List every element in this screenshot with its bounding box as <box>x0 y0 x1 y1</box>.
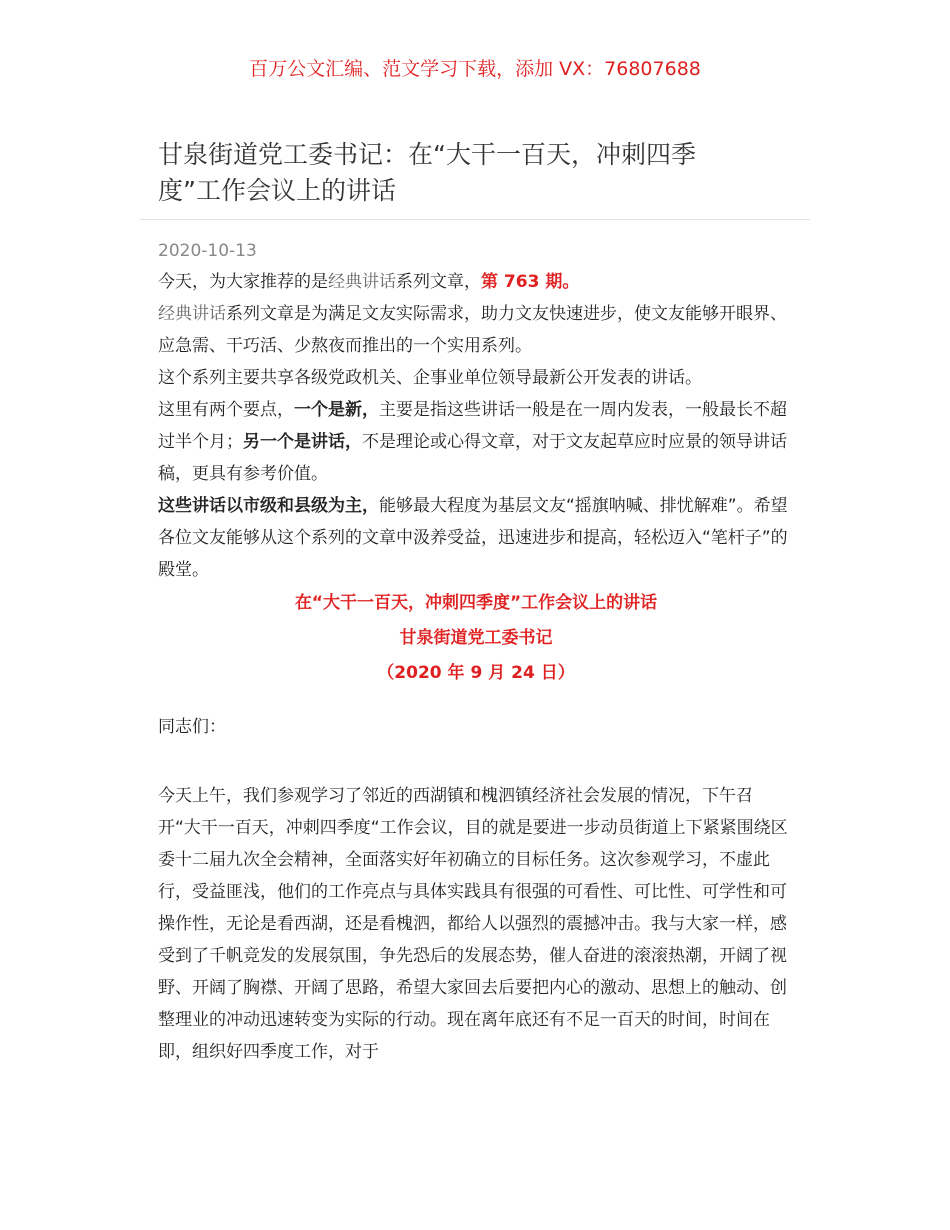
intro-text: 主要是指这些讲话一般是在一周内发表，一般最长不超过半个月； <box>158 400 787 452</box>
intro-paragraph-1 <box>158 266 794 298</box>
intro-text: 系列文章是为满足文友实际需求，助力文友快速进步，使文友能够开眼界、应急需、干巧活、少熬夜而推出的一个实用系列。 <box>158 304 787 356</box>
series-name: 经典讲话 <box>328 272 396 292</box>
key-point-level: 这些讲话以市级和县级为主， <box>158 496 379 516</box>
intro-text: 系列文章， <box>396 272 481 292</box>
intro-text: 今天，为大家推荐的是 <box>158 272 328 292</box>
intro-paragraph-5 <box>158 490 794 586</box>
speech-speaker: 甘泉街道党工委书记 <box>399 628 553 648</box>
speech-heading: 在“大干一百天，冲刺四季度”工作会议上的讲话 <box>294 593 658 613</box>
publish-date: 2020-10-13 <box>158 241 257 261</box>
intro-paragraph-2 <box>158 298 794 362</box>
salutation: 同志们： <box>158 717 226 737</box>
article-title: 甘泉街道党工委书记：在“大干一百天，冲刺四季度”工作会议上的讲话 <box>158 140 696 205</box>
article-body <box>158 236 794 1068</box>
intro-text: 这里有两个要点， <box>158 400 294 420</box>
key-point-speech: 另一个是讲话， <box>243 432 362 452</box>
key-point-new: 一个是新， <box>294 400 379 420</box>
promo-banner: 百万公文汇编、范文学习下载，添加 VX：76807688 <box>249 58 701 80</box>
speech-date: （2020 年 9 月 24 日） <box>377 663 575 683</box>
speech-body: 今天上午，我们参观学习了邻近的西湖镇和槐泗镇经济社会发展的情况，下午召开“大干一百天，冲刺四季度“工作会议，目的就是要进一步动员街道上下紧紧围绕区委十二届九次全会精神，全面落实好年初确立的目标任务。这次参观学习，不虚此行，受益匪浅，他们的工作亮点与具体实践具有很强的可看性、可比性、可学性和可操作性，无论是看西湖，还是看槐泗，都给人以强烈的震撼冲击。我与大家一样，感受到了千帆竞发的发展氛围，争先恐后的发展态势，催人奋进的滚滚热潮，开阔了视野、开阔了胸襟、开阔了思路，希望大家回去后要把内心的激动、思想上的触动、创整理业的冲动迅速转变为实际的行动。现在离年底还有不足一百天的时间，时间在即，组织好四季度工作，对于 <box>158 786 788 1062</box>
intro-paragraph-3: 这个系列主要共享各级党政机关、企事业单位领导最新公开发表的讲话。 <box>158 368 702 388</box>
series-name: 经典讲话 <box>158 304 226 324</box>
intro-text: 不是理论或心得文章，对于文友起草应时应景的领导讲话稿，更具有参考价值。 <box>158 432 787 484</box>
issue-number: 第 763 期。 <box>481 272 580 292</box>
intro-paragraph-4 <box>158 394 794 490</box>
intro-text: 能够最大程度为基层文友“摇旗呐喊、排忧解难”。希望各位文友能够从这个系列的文章中汲养受益，迅速进步和提高，轻松迈入“笔杆子”的殿堂。 <box>158 496 788 580</box>
title-divider <box>140 219 810 220</box>
